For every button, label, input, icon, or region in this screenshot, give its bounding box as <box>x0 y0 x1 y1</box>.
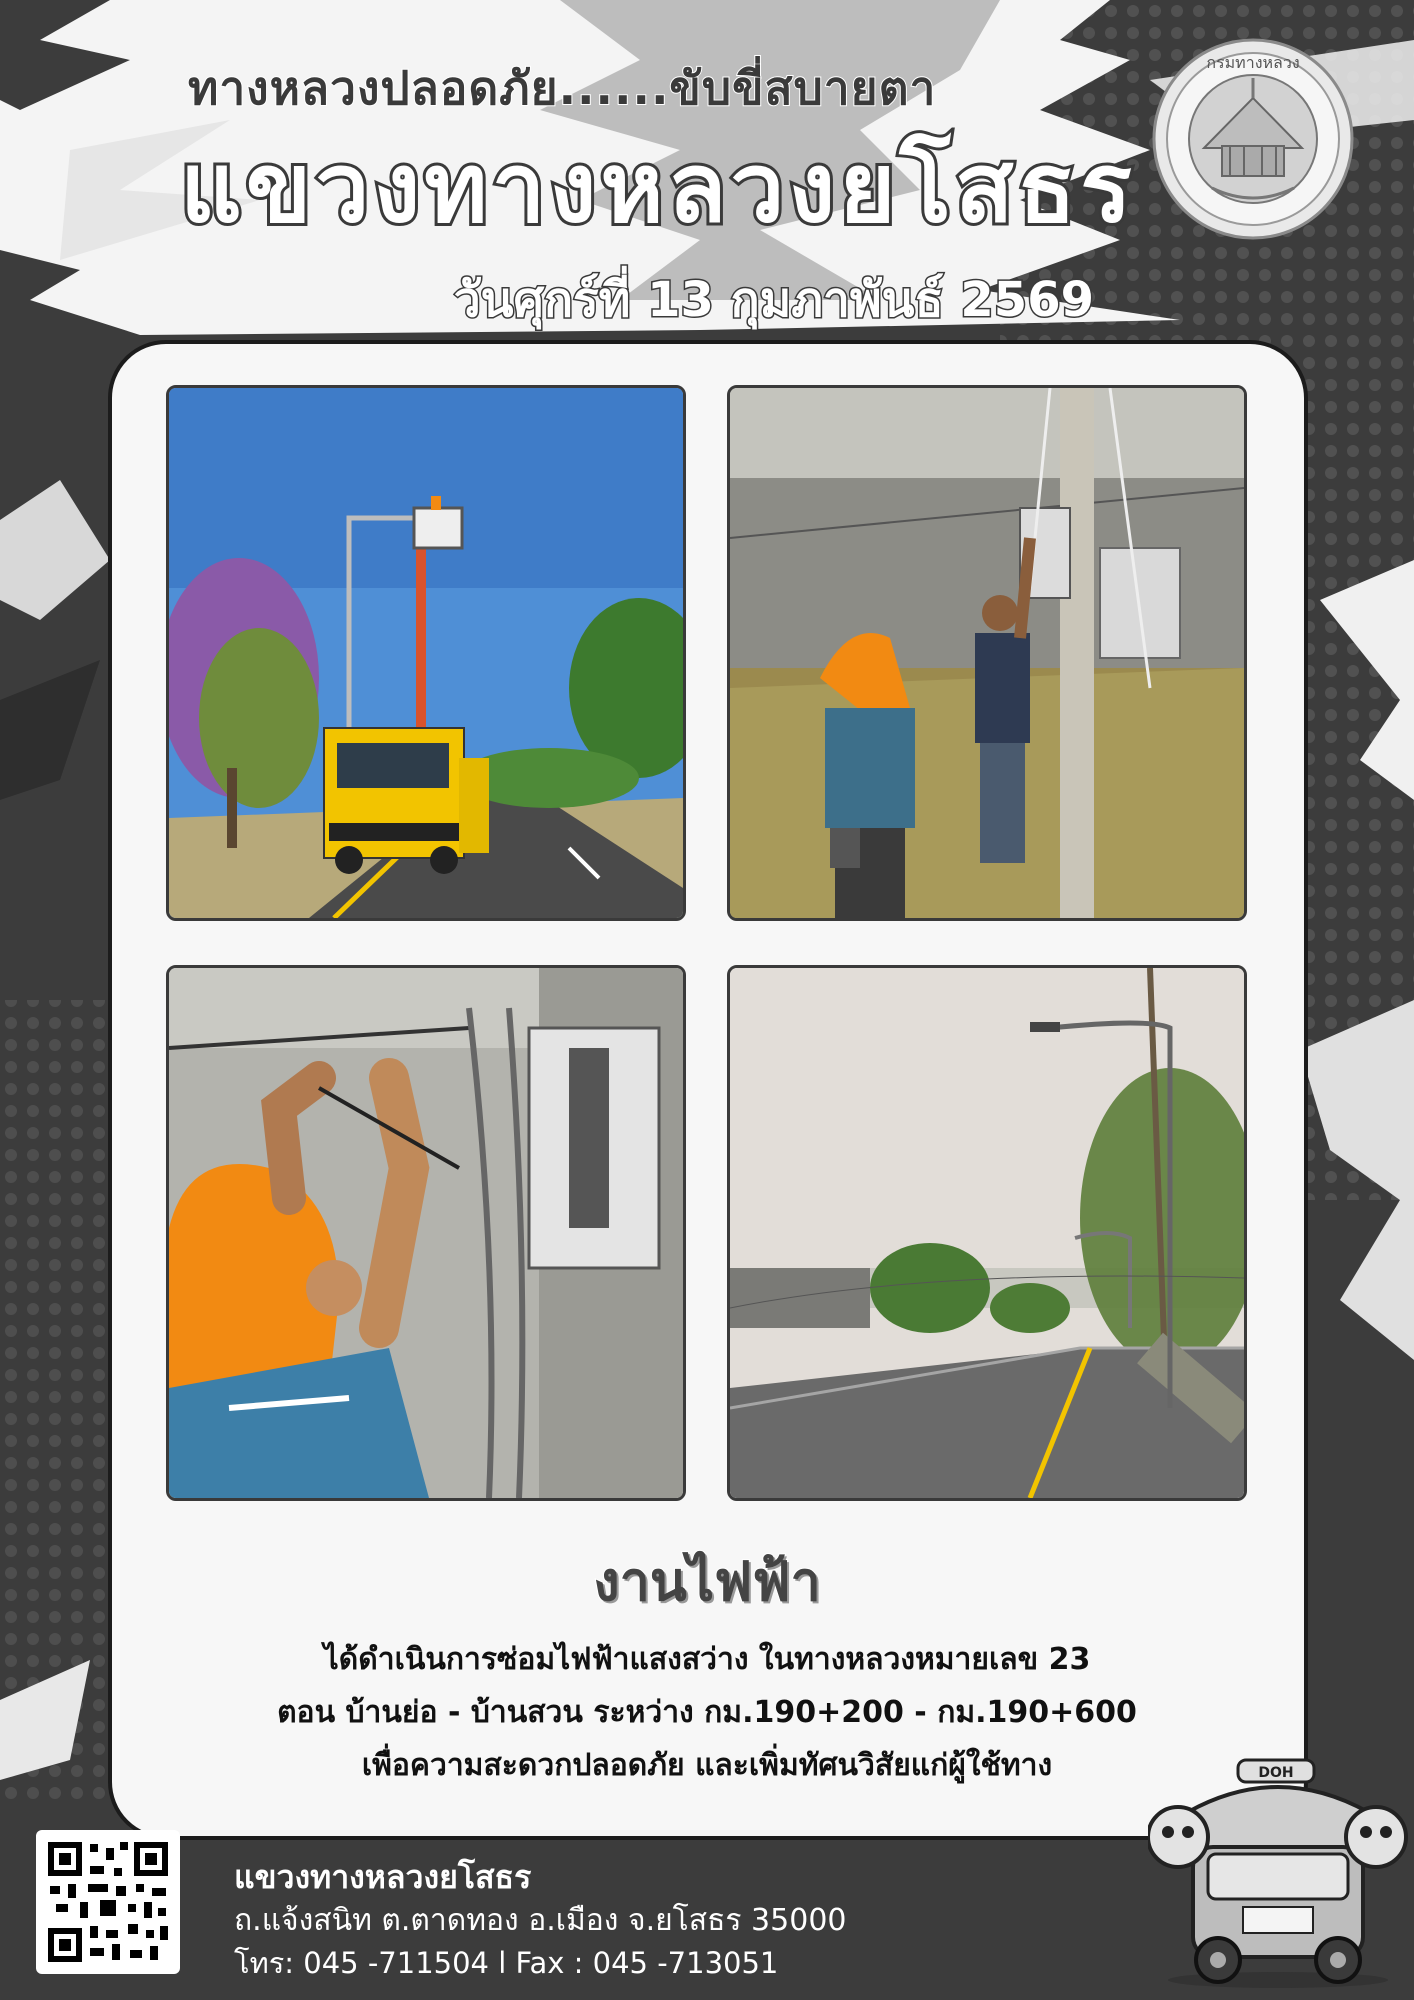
seal-text: กรมทางหลวง <box>1206 53 1300 72</box>
qr-code[interactable] <box>36 1830 180 1974</box>
footer-address: ถ.แจ้งสนิท ต.ตาดทอง อ.เมือง จ.ยโสธร 35000 <box>234 1903 847 1938</box>
photo-road-street-lights <box>727 965 1247 1501</box>
work-description-line-1: ได้ดำเนินการซ่อมไฟฟ้าแสงสว่าง ในทางหลวงหมายเลข 23 <box>323 1642 1091 1677</box>
department-of-highways-seal <box>1152 38 1354 240</box>
tagline: ทางหลวงปลอดภัย......ขับขี่สบายตา <box>188 61 937 115</box>
footer-contact: โทร: 045 -711504 l Fax : 045 -713051 <box>234 1946 779 1980</box>
photo-bucket-truck <box>166 385 686 921</box>
footer-office-name: แขวงทางหลวงยโสธร <box>234 1858 532 1896</box>
work-heading: งานไฟฟ้า <box>593 1550 821 1613</box>
date-text: วันศุกร์ที่ 13 กุมภาพันธ์ 2569 <box>453 272 1094 328</box>
mascot-tuk-tuk-illustration <box>1148 1742 1408 1992</box>
photo-workers-electrical-box <box>727 385 1247 921</box>
work-description-line-3: เพื่อความสะดวกปลอดภัย และเพิ่มทัศนวิสัยแก่ผู้ใช้ทาง <box>361 1748 1053 1783</box>
mascot-badge: DOH <box>1258 1765 1294 1781</box>
photo-wiring-closeup <box>166 965 686 1501</box>
qr-code-icon <box>44 1838 172 1966</box>
office-title: แขวงทางหลวงยโสธร <box>180 132 1136 244</box>
work-description-line-2: ตอน บ้านย่อ - บ้านสวน ระหว่าง กม.190+200 - กม.190+600 <box>277 1695 1137 1730</box>
